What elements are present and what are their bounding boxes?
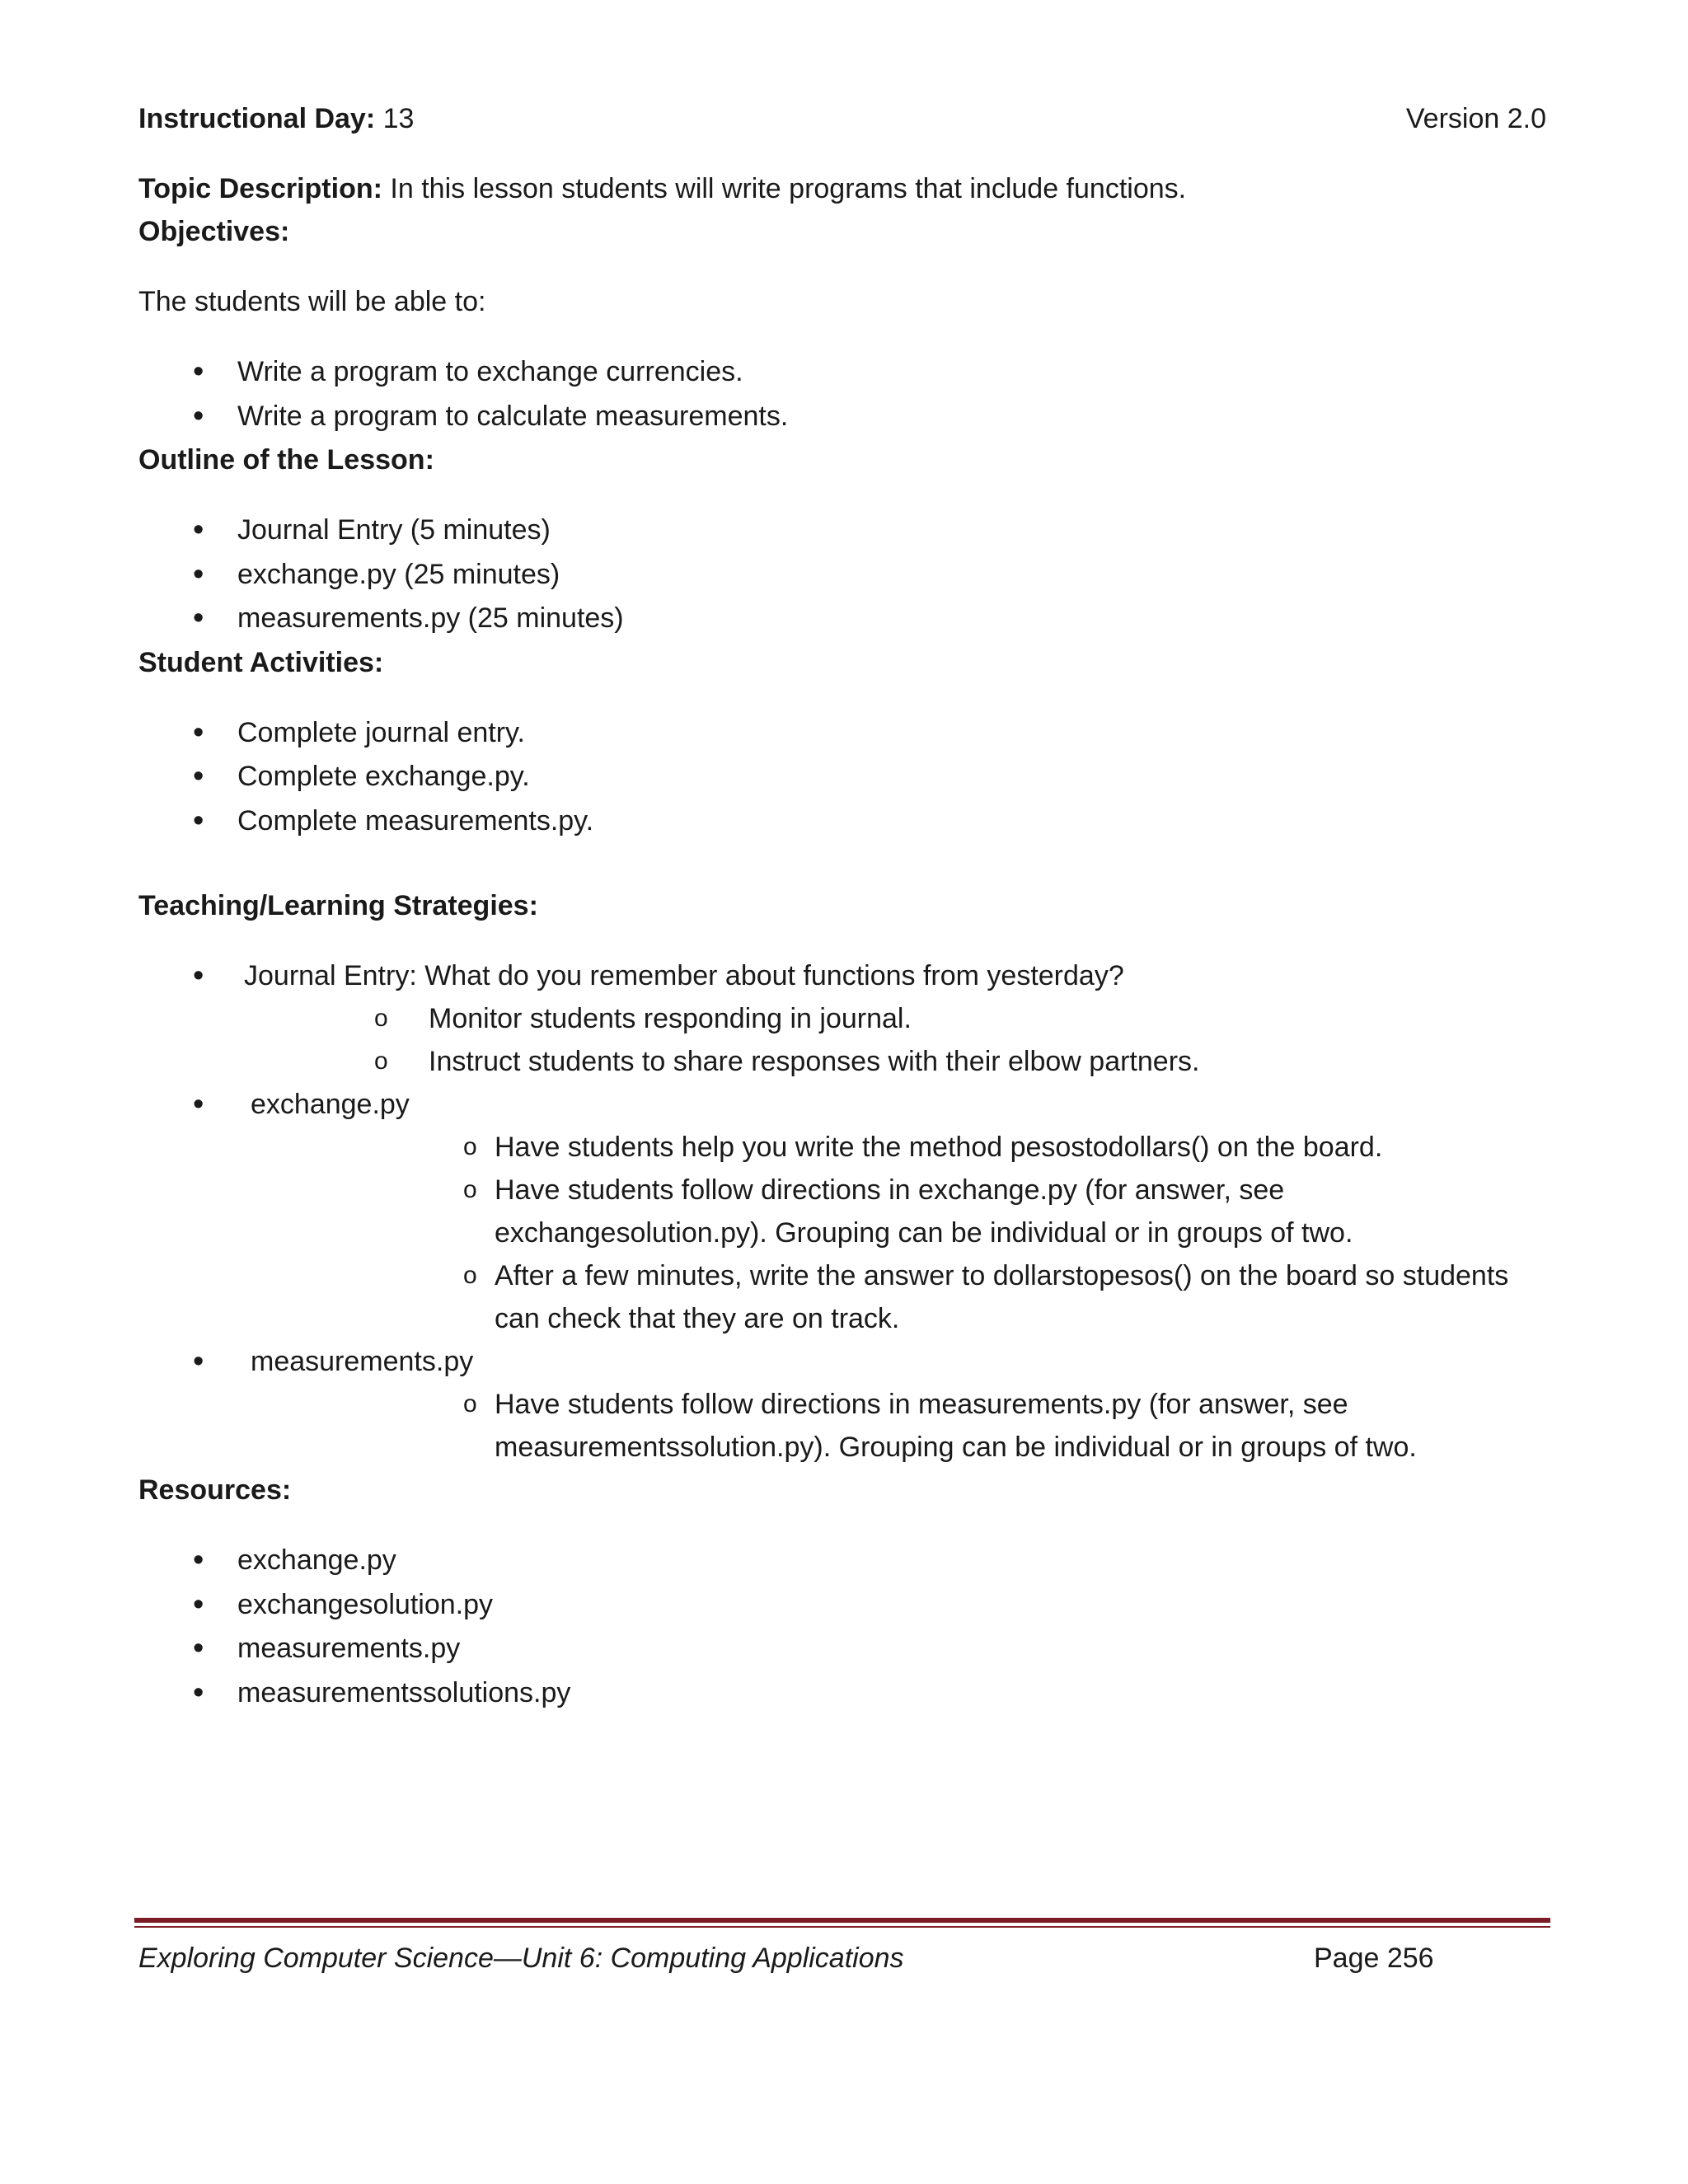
list-item: • exchange.py: [138, 1539, 1546, 1583]
strategy-text: exchange.py: [251, 1089, 410, 1120]
student-activities-heading: Student Activities:: [138, 646, 384, 678]
objectives-heading: Objectives:: [138, 216, 290, 247]
list-item: • measurements.py (25 minutes): [138, 597, 1546, 641]
strategies-heading: Teaching/Learning Strategies:: [138, 890, 538, 921]
list-item: • exchange.py (25 minutes): [138, 553, 1546, 598]
list-item: • measurementssolutions.py: [138, 1671, 1546, 1716]
footer-rule: [134, 1918, 1550, 1923]
sub-item: o Have students help you write the method pesostodollars() on the board.: [422, 1126, 1546, 1169]
resources-heading: Resources:: [138, 1474, 292, 1506]
objectives-list: [138, 350, 1546, 438]
outline-heading: Outline of the Lesson:: [138, 444, 434, 476]
strategy-sublist: [333, 1383, 1546, 1469]
version-label: Version 2.0: [1405, 103, 1546, 134]
list-item: • Complete measurements.py.: [138, 799, 1546, 844]
outline-list: [138, 509, 1546, 641]
instructional-day: [138, 97, 1546, 140]
strategy-item: [138, 1083, 1546, 1340]
sub-item: o Have students follow directions in exchange.py (for answer, see exchangesolution.py). Grouping can be individual or in groups of two.: [422, 1169, 1546, 1254]
resources-list: [138, 1539, 1546, 1715]
instructional-day-value: 13: [382, 103, 415, 134]
strategy-item: [138, 954, 1546, 1083]
list-item: • exchangesolution.py: [138, 1583, 1546, 1628]
footer-page-number: Page 256: [1314, 1943, 1434, 1974]
list-item: • Complete journal entry.: [138, 711, 1546, 756]
instructional-day-label: Instructional Day:: [138, 103, 376, 134]
topic-description-label: Topic Description:: [138, 173, 382, 204]
list-item: • Write a program to calculate measurements.: [138, 395, 1546, 439]
sub-item: o After a few minutes, write the answer to dollarstopesos() on the board so students can check that they are on track.: [422, 1254, 1546, 1340]
footer-course-title: Exploring Computer Science—Unit 6: Computing Applications: [138, 1943, 904, 1974]
lesson-page: [138, 97, 1546, 1715]
objectives-intro: The students will be able to:: [138, 286, 486, 317]
sub-item: o Have students follow directions in measurements.py (for answer, see measurementssolution.py). Grouping can be individual or in groups of two.: [422, 1383, 1546, 1469]
strategy-text: Journal Entry: What do you remember about functions from yesterday?: [244, 960, 1124, 991]
sub-item: o Monitor students responding in journal.: [333, 997, 1546, 1040]
list-item: • measurements.py: [138, 1627, 1546, 1671]
list-item: • Complete exchange.py.: [138, 755, 1546, 799]
student-activities-list: [138, 711, 1546, 844]
strategy-text: measurements.py: [251, 1346, 474, 1377]
strategies-list: [138, 954, 1546, 1469]
strategy-sublist: [333, 1126, 1546, 1340]
list-item: • Write a program to exchange currencies.: [138, 350, 1546, 395]
list-item: • Journal Entry (5 minutes): [138, 509, 1546, 553]
topic-description: [138, 167, 1546, 210]
topic-description-value: In this lesson students will write programs that include functions.: [390, 173, 1187, 204]
sub-item: o Instruct students to share responses with their elbow partners.: [333, 1040, 1546, 1083]
strategy-item: [138, 1340, 1546, 1469]
footer-rule-thin: [134, 1926, 1550, 1928]
strategy-sublist: [244, 997, 1546, 1083]
